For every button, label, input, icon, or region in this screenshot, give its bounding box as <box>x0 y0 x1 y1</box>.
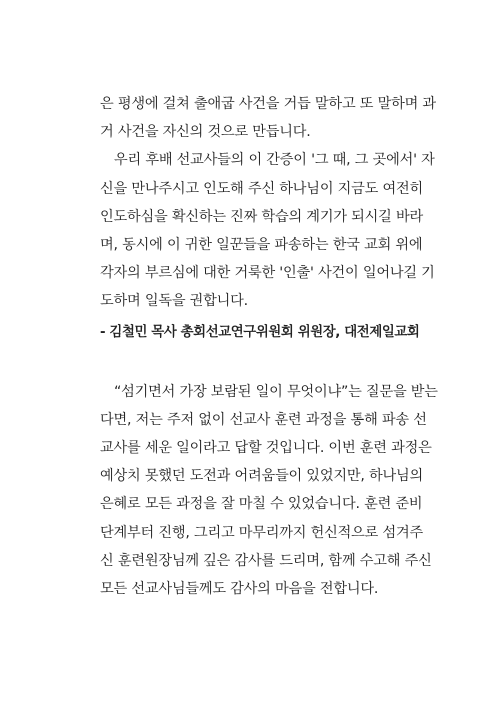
section-gap <box>100 344 422 378</box>
paragraph-3-line: 교사를 세운 일이라고 답할 것입니다. 이번 훈련 과정은 <box>100 440 432 457</box>
document-page <box>100 90 438 603</box>
paragraph-3-line: 단계부터 진행, 그리고 마무리까지 헌신적으로 섬겨주 <box>100 524 423 541</box>
paragraph-3-line: 신 훈련원장님께 깊은 감사를 드리며, 함께 수고해 주신 <box>100 552 432 569</box>
paragraph-1-line: 거 사건을 자신의 것으로 만듭니다. <box>100 124 311 141</box>
paragraph-3-line: 다면, 저는 주저 없이 선교사 훈련 과정을 통해 파송 선 <box>100 411 427 428</box>
paragraph-3-line: 은혜로 모든 과정을 잘 마칠 수 있었습니다. 훈련 준비 <box>100 496 423 513</box>
paragraph-2 <box>100 146 435 315</box>
paragraph-1 <box>100 90 436 146</box>
paragraph-3-line: 모든 선교사님들께도 감사의 마음을 전합니다. <box>100 581 379 598</box>
paragraph-2-line: 도하며 일독을 권합니다. <box>100 293 248 310</box>
paragraph-3 <box>100 378 438 604</box>
paragraph-2-line: 신을 만나주시고 인도해 주신 하나님이 지금도 여전히 <box>100 180 423 197</box>
paragraph-2-line: 인도하심을 확신하는 진짜 학습의 계기가 되시길 바라 <box>100 208 423 225</box>
paragraph-3-line: “섬기면서 가장 보람된 일이 무엇이냐”는 질문을 받는 <box>114 383 438 400</box>
paragraph-1-line: 은 평생에 걸쳐 출애굽 사건을 거듭 말하고 또 말하며 과 <box>100 96 436 112</box>
paragraph-2-line: 우리 후배 선교사들의 이 간증이 '그 때, 그 곳에서' 자 <box>114 152 435 169</box>
paragraph-2-line: 며, 동시에 이 귀한 일꾼들을 파송하는 한국 교회 위에 <box>100 237 423 254</box>
paragraph-3-line: 예상치 못했던 도전과 어려움들이 있었지만, 하나님의 <box>100 468 423 485</box>
signature-line: - 김철민 목사 총회선교연구위원회 위원장, 대전제일교회 <box>100 324 420 340</box>
paragraph-2-line: 각자의 부르심에 대한 거룩한 '인출' 사건이 일어나길 기 <box>100 265 435 282</box>
